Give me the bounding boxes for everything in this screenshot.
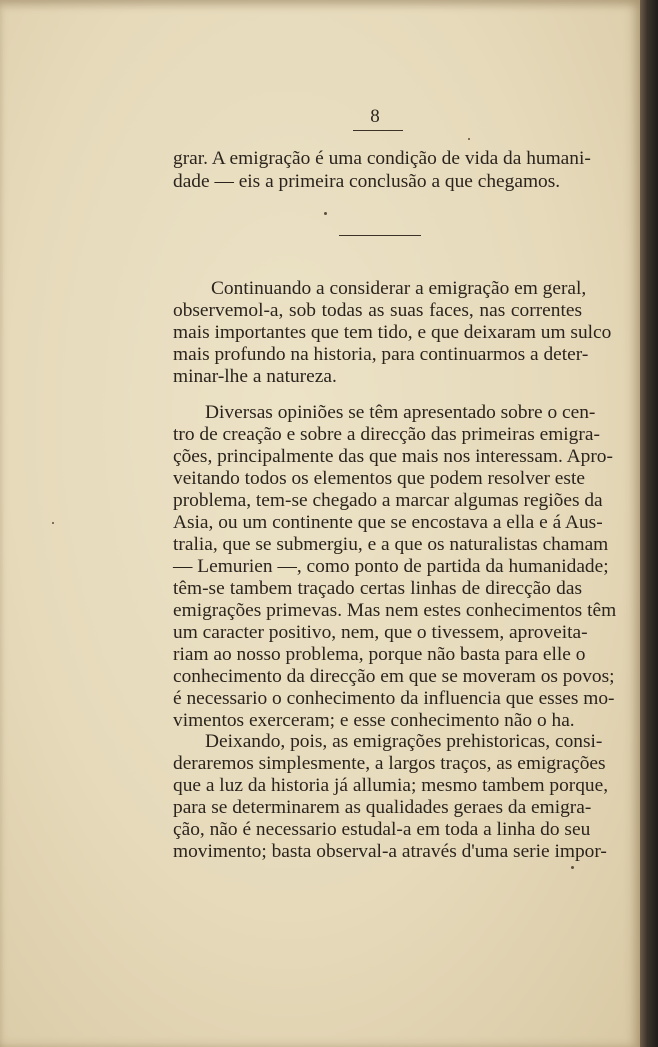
text-line: ções, principalmente das que mais nos interessam. Apro- (173, 446, 613, 467)
text-line: ção, não é necessario estudal-a em toda a linha do seu (173, 819, 591, 840)
text-line: vimentos exerceram; e esse conhecimento não o ha. (173, 710, 575, 731)
text-line: conhecimento da direcção em que se moveram os povos; (173, 666, 615, 687)
text-line: minar-lhe a natureza. (173, 366, 337, 387)
text-line: movimento; basta observal-a através d'uma serie impor- (173, 841, 607, 862)
text-line: que a luz da historia já allumia; mesmo tambem porque, (173, 775, 609, 796)
paper-speck (52, 522, 54, 524)
text-line: Continuando a considerar a emigração em geral, (211, 278, 587, 299)
text-line: riam ao nosso problema, porque não basta para elle o (173, 644, 586, 665)
paper-speck (324, 212, 327, 215)
page-number: 8 (370, 106, 380, 127)
text-line: Asia, ou um continente que se encostava a ella e á Aus- (173, 512, 603, 533)
text-line: um caracter positivo, nem, que o tivessem, aproveita- (173, 622, 588, 643)
text-line: veitando todos os elementos que podem resolver este (173, 468, 585, 489)
text-line: é necessario o conhecimento da influencia que esses mo- (173, 688, 615, 709)
paper-speck (571, 866, 574, 869)
section-divider (339, 235, 421, 236)
text-line: emigrações primevas. Mas nem estes conhecimentos têm (173, 600, 617, 621)
text-line: têm-se tambem traçado certas linhas de direcção das (173, 578, 582, 599)
page-edge (640, 0, 658, 1047)
text-line: mais importantes que tem tido, e que deixaram um sulco (173, 322, 612, 343)
text-line: mais profundo na historia, para continuarmos a deter- (173, 344, 589, 365)
text-line: deraremos simplesmente, a largos traços, as emigrações (173, 753, 606, 774)
text-line: tro de creação e sobre a direcção das primeiras emigra- (173, 424, 600, 445)
text-line: — Lemurien —, como ponto de partida da humanidade; (173, 556, 609, 577)
text-line: grar. A emigração é uma condição de vida da humani- (173, 148, 591, 169)
text-line: tralia, que se submergiu, e a que os naturalistas chamam (173, 534, 609, 555)
text-line: Diversas opiniões se têm apresentado sobre o cen- (205, 402, 596, 423)
header-rule (353, 130, 403, 131)
text-line: observemol-a, sob todas as suas faces, nas correntes (173, 300, 582, 321)
text-line: para se determinarem as qualidades geraes da emigra- (173, 797, 592, 818)
text-line: dade — eis a primeira conclusão a que chegamos. (173, 171, 561, 192)
text-line: Deixando, pois, as emigrações prehistoricas, consi- (205, 731, 603, 752)
text-line: problema, tem-se chegado a marcar algumas regiões da (173, 490, 603, 511)
paper-speck (468, 138, 470, 140)
